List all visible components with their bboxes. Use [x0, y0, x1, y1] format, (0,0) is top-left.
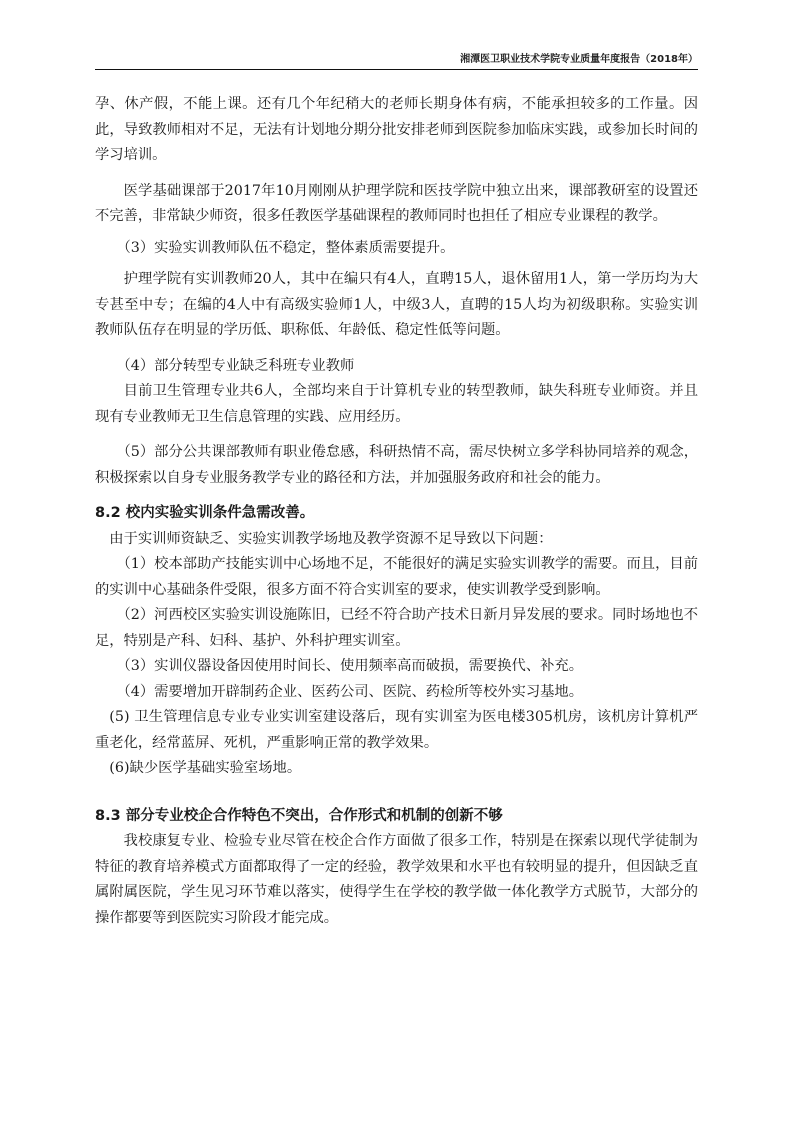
- list-item: （1）校本部助产技能实训中心场地不足，不能很好的满足实验实训教学的需要。而且，目前的实训中心基础条件受限，很多方面不符合实训室的要求，使实训教学受到影响。: [95, 556, 698, 598]
- item-3-lab-teachers: （3）实验实训教师队伍不稳定，整体素质需要提升。: [116, 239, 455, 256]
- page-header: 湘潭医卫职业技术学院专业质量年度报告（2018年）: [460, 54, 698, 65]
- section-8-3-body: 我校康复专业、检验专业尽管在校企合作方面做了很多工作，特别是在探索以现代学徒制为特征的教育培养模式方面都取得了一定的经验，教学效果和水平也有较明显的提升，但因缺乏直属附属医院，学生见习环节难以落实，使得学生在学校的教学做一体化教学方式脱节，大部分的操作都要等到医院实习阶段才能完成。: [95, 833, 698, 926]
- header-divider: [95, 69, 698, 70]
- list-item: （3）实训仪器设备因使用时间长、使用频率高而破损，需要换代、补充。: [116, 658, 584, 674]
- section-heading-8-3: 8.3 部分专业校企合作特色不突出，合作形式和机制的创新不够: [95, 807, 503, 824]
- paragraph-health-management: 目前卫生管理专业共6人，全部均来自于计算机专业的转型教师，缺失科班专业师资。并且现有专业教师无卫生信息管理的实践、应用经历。: [95, 383, 698, 425]
- document-body: [95, 92, 698, 931]
- item-5-public-course-teachers: （5）部分公共课部教师有职业倦怠感，科研热情不高，需尽快树立多学科协同培养的观念，积极探索以自身专业服务教学专业的路径和方法，并加强服务政府和社会的能力。: [95, 444, 698, 486]
- paragraph-continued: 孕、休产假，不能上课。还有几个年纪稍大的老师长期身体有病，不能承担较多的工作量。因此，导致教师相对不足，无法有计划地分期分批安排老师到医院参加临床实践，或参加长时间的学习培训。: [95, 96, 698, 163]
- section-heading-8-2: 8.2 校内实验实训条件急需改善。: [95, 505, 315, 521]
- list-item: (5) 卫生管理信息专业专业实训室建设落后，现有实训室为医电楼305机房，该机房计算机严重老化，经常蓝屏、死机，严重影响正常的教学效果。: [95, 709, 698, 751]
- list-item: （4）需要增加开辟制药企业、医药公司、医院、药检所等校外实习基地。: [116, 683, 584, 700]
- list-item: (6)缺少医学基础实验室场地。: [109, 760, 302, 776]
- section-8-2-intro: 由于实训师资缺乏、实验实训教学场地及教学资源不足导致以下问题：: [109, 530, 553, 547]
- list-item: （2）河西校区实验实训设施陈旧，已经不符合助产技术日新月异发展的要求。同时场地也不足，特别是产科、妇科、基护、外科护理实训室。: [95, 607, 698, 649]
- item-4-transition-majors: （4）部分转型专业缺乏科班专业教师: [116, 357, 355, 374]
- paragraph-medical-basics: 医学基础课部于2017年10月刚刚从护理学院和医技学院中独立出来，课部教研室的设置还不完善，非常缺少师资，很多任教医学基础课程的教师同时也担任了相应专业课程的教学。: [95, 182, 698, 224]
- paragraph-nursing-lab-teachers: 护理学院有实训教师20人，其中在编只有4人，直聘15人，退休留用1人，第一学历均为大专甚至中专；在编的4人中有高级实验师1人，中级3人，直聘的15人均为初级职称。实验实训教师队伍存在明显的学历低、职称低、年龄低、稳定性低等问题。: [95, 271, 698, 338]
